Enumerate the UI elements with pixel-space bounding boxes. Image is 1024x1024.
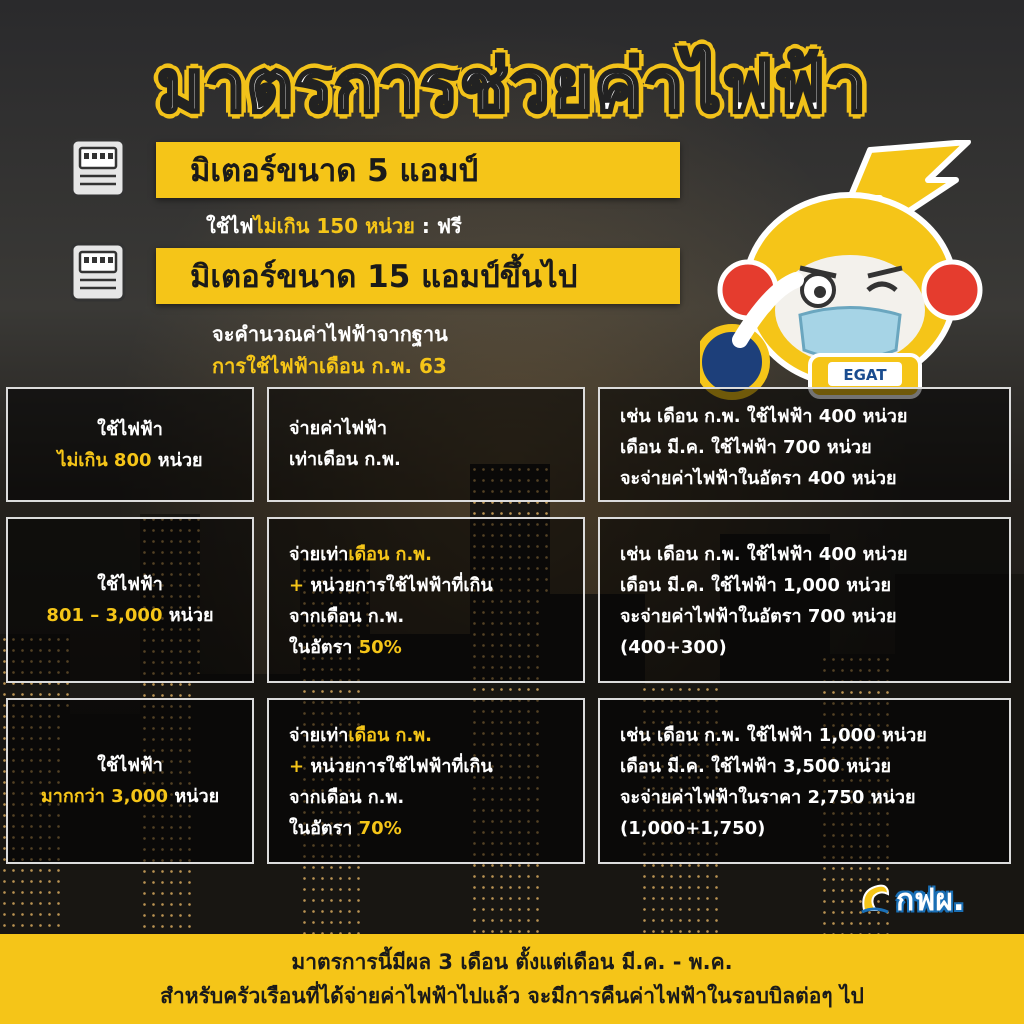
row-1-payment [267, 387, 585, 502]
row-3-usage [6, 698, 254, 864]
usage-label: ใช้ไฟฟ้า [97, 755, 163, 776]
usage-unit: หน่วย [162, 605, 214, 626]
payment-line: เท่าเดือน ก.พ. [289, 449, 401, 470]
usage-range: ไม่เกิน 800 [57, 449, 152, 471]
egat-logo-icon [858, 880, 892, 920]
usage-range: มากกว่า 3,000 [40, 786, 169, 807]
meter-15a-note-2: การใช้ไฟฟ้าเดือน ก.พ. 63 [212, 354, 447, 378]
row-2-usage [6, 517, 254, 683]
meter-5a-rule [206, 210, 462, 242]
rule-highlight: ไม่เกิน 150 หน่วย [253, 214, 415, 238]
example-line: จะจ่ายค่าไฟฟ้าในอัตรา 700 หน่วย [620, 606, 897, 627]
usage-range: 801 – 3,000 [46, 605, 163, 626]
footer-line-1: มาตรการนี้มีผล 3 เดือน ตั้งแต่เดือน มี.ค. - พ.ค. [291, 950, 733, 974]
egat-logo-text: กฟผ. [896, 882, 965, 918]
plus-sign: + [289, 575, 305, 596]
row-1-example [598, 387, 1011, 502]
svg-text:EGAT: EGAT [843, 366, 887, 384]
meter-5a-label: มิเตอร์ขนาด 5 แอมป์ [190, 153, 479, 189]
footer-line-2: สำหรับครัวเรือนที่ได้จ่ายค่าไฟฟ้าไปแล้ว จะมีการคืนค่าไฟฟ้าในรอบบิลต่อๆ ไป [160, 984, 864, 1008]
usage-label: ใช้ไฟฟ้า [97, 418, 163, 440]
row-2-payment [267, 517, 585, 683]
usage-unit: หน่วย [151, 449, 203, 471]
example-line: เดือน มี.ค. ใช้ไฟฟ้า 1,000 หน่วย [620, 575, 892, 596]
payment-line: หน่วยการใช้ไฟฟ้าที่เกิน [304, 756, 493, 777]
row-2-example [598, 517, 1011, 683]
payment-line: จ่ายเท่า [289, 725, 349, 746]
payment-highlight: เดือน ก.พ. [348, 544, 432, 565]
row-3-example [598, 698, 1011, 864]
payment-line: จ่ายค่าไฟฟ้า [289, 418, 387, 439]
example-line: เดือน มี.ค. ใช้ไฟฟ้า 700 หน่วย [620, 437, 872, 458]
payment-highlight: เดือน ก.พ. [348, 725, 432, 746]
meter-15a-label: มิเตอร์ขนาด 15 แอมป์ขึ้นไป [190, 259, 578, 295]
example-line: (1,000+1,750) [620, 818, 766, 839]
payment-rate: 50% [358, 637, 402, 658]
row-1-usage [6, 387, 254, 502]
example-line: เดือน มี.ค. ใช้ไฟฟ้า 3,500 หน่วย [620, 756, 892, 777]
meter-15a-banner [156, 248, 680, 304]
payment-line: หน่วยการใช้ไฟฟ้าที่เกิน [304, 575, 493, 596]
payment-line: ในอัตรา [289, 637, 359, 658]
example-line: เช่น เดือน ก.พ. ใช้ไฟฟ้า 400 หน่วย [620, 544, 908, 565]
electric-meter-icon [66, 240, 130, 304]
electric-meter-icon [66, 136, 130, 200]
payment-line: จากเดือน ก.พ. [289, 606, 405, 627]
example-line: เช่น เดือน ก.พ. ใช้ไฟฟ้า 400 หน่วย [620, 406, 908, 427]
payment-line: จ่ายเท่า [289, 544, 349, 565]
example-line: (400+300) [620, 637, 727, 658]
footer-banner [0, 934, 1024, 1024]
payment-line: จากเดือน ก.พ. [289, 787, 405, 808]
example-line: จะจ่ายค่าไฟฟ้าในอัตรา 400 หน่วย [620, 468, 897, 489]
meter-15a-note-1: จะคำนวณค่าไฟฟ้าจากฐาน [212, 322, 448, 346]
page-title: มาตรการช่วยค่าไฟฟ้า [156, 44, 868, 128]
egat-mascot-icon [700, 140, 1000, 400]
payment-line: ในอัตรา [289, 818, 359, 839]
meter-5a-banner [156, 142, 680, 198]
rule-suffix: : ฟรี [414, 214, 462, 238]
plus-sign: + [289, 756, 305, 777]
rule-prefix: ใช้ไฟ [206, 214, 254, 238]
usage-label: ใช้ไฟฟ้า [97, 574, 163, 595]
example-line: เช่น เดือน ก.พ. ใช้ไฟฟ้า 1,000 หน่วย [620, 725, 927, 746]
usage-unit: หน่วย [168, 786, 220, 807]
egat-logo [858, 878, 988, 922]
payment-rate: 70% [358, 818, 402, 839]
row-3-payment [267, 698, 585, 864]
example-line: จะจ่ายค่าไฟฟ้าในราคา 2,750 หน่วย [620, 787, 916, 808]
